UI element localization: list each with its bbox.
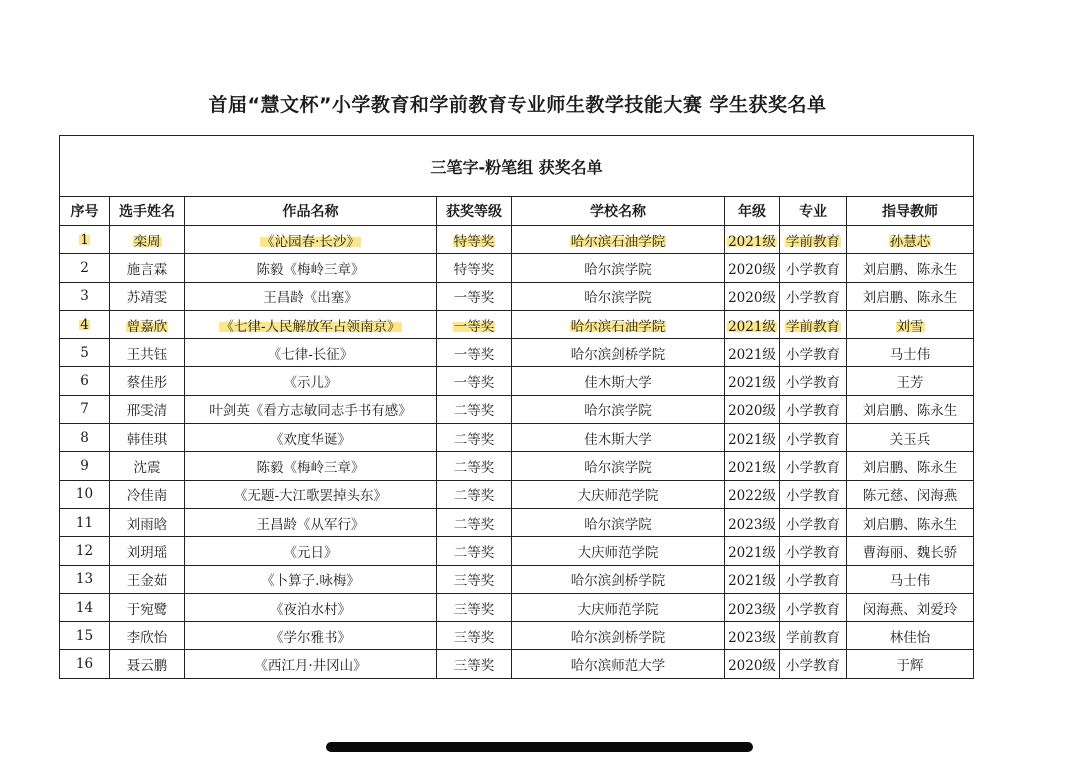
cell-school bbox=[512, 424, 725, 452]
cell-major-text: 小学教育 bbox=[786, 346, 840, 363]
cell-teacher-text: 刘启鹏、陈永生 bbox=[862, 460, 958, 477]
cell-grade-text: 2021级 bbox=[728, 544, 776, 561]
cell-school bbox=[512, 508, 725, 536]
cell-major bbox=[780, 565, 847, 593]
cell-work bbox=[185, 593, 437, 621]
column-header-no: 序号 bbox=[60, 197, 110, 226]
cell-work-text: 《西江月·井冈山》 bbox=[254, 658, 367, 675]
cell-level-text: 一等奖 bbox=[453, 290, 495, 307]
cell-teacher-text: 闵海燕、刘爱玲 bbox=[862, 601, 958, 618]
cell-name-text: 韩佳琪 bbox=[126, 431, 168, 448]
cell-level-text: 特等奖 bbox=[453, 261, 495, 278]
table-row bbox=[60, 622, 974, 650]
cell-work bbox=[185, 226, 437, 254]
cell-no bbox=[60, 424, 110, 452]
cell-level-text: 特等奖 bbox=[453, 233, 495, 250]
cell-grade bbox=[725, 650, 780, 678]
cell-teacher bbox=[847, 650, 974, 678]
cell-work-text: 《元日》 bbox=[283, 544, 338, 561]
cell-work-text: 陈毅《梅岭三章》 bbox=[256, 460, 365, 477]
cell-level bbox=[437, 452, 512, 480]
cell-teacher-text: 马士伟 bbox=[889, 346, 931, 363]
cell-work bbox=[185, 537, 437, 565]
cell-no bbox=[60, 452, 110, 480]
cell-school bbox=[512, 226, 725, 254]
cell-work bbox=[185, 480, 437, 508]
cell-school-text: 佳木斯大学 bbox=[584, 375, 652, 392]
cell-level bbox=[437, 367, 512, 395]
cell-major bbox=[780, 395, 847, 423]
cell-grade bbox=[725, 226, 780, 254]
cell-no bbox=[60, 367, 110, 395]
cell-level bbox=[437, 339, 512, 367]
cell-name-text: 刘雨晗 bbox=[126, 516, 168, 533]
cell-school-text: 佳木斯大学 bbox=[584, 431, 652, 448]
cell-major-text: 小学教育 bbox=[786, 290, 840, 307]
cell-name bbox=[110, 254, 185, 282]
cell-name bbox=[110, 650, 185, 678]
column-header-level: 获奖等级 bbox=[437, 197, 512, 226]
cell-major-text: 小学教育 bbox=[786, 544, 840, 561]
cell-major bbox=[780, 508, 847, 536]
cell-name bbox=[110, 226, 185, 254]
cell-major-text: 小学教育 bbox=[786, 431, 840, 448]
cell-school bbox=[512, 537, 725, 565]
cell-grade-text: 2021级 bbox=[728, 375, 776, 392]
cell-no-text: 3 bbox=[80, 288, 89, 305]
table-header-row bbox=[60, 197, 974, 226]
cell-teacher bbox=[847, 226, 974, 254]
cell-major bbox=[780, 367, 847, 395]
cell-level bbox=[437, 537, 512, 565]
column-header-name: 选手姓名 bbox=[110, 197, 185, 226]
cell-work bbox=[185, 395, 437, 423]
cell-level-text: 三等奖 bbox=[453, 573, 495, 590]
cell-level bbox=[437, 480, 512, 508]
cell-grade bbox=[725, 367, 780, 395]
cell-no-text: 2 bbox=[80, 259, 89, 276]
cell-work bbox=[185, 339, 437, 367]
cell-major bbox=[780, 480, 847, 508]
cell-grade bbox=[725, 282, 780, 310]
cell-no bbox=[60, 480, 110, 508]
cell-no-text: 7 bbox=[80, 401, 89, 418]
cell-teacher bbox=[847, 282, 974, 310]
cell-grade-text: 2020级 bbox=[728, 290, 776, 307]
cell-no-text: 12 bbox=[75, 542, 94, 559]
cell-level-text: 二等奖 bbox=[453, 544, 495, 561]
table-row bbox=[60, 395, 974, 423]
cell-work bbox=[185, 282, 437, 310]
cell-major bbox=[780, 452, 847, 480]
cell-teacher-text: 刘雪 bbox=[896, 318, 924, 335]
cell-grade bbox=[725, 452, 780, 480]
table-row bbox=[60, 254, 974, 282]
cell-teacher-text: 陈元慈、闵海燕 bbox=[862, 488, 958, 505]
table-row bbox=[60, 424, 974, 452]
cell-teacher bbox=[847, 452, 974, 480]
cell-work bbox=[185, 622, 437, 650]
cell-name bbox=[110, 282, 185, 310]
cell-teacher bbox=[847, 310, 974, 338]
cell-name-text: 王金茹 bbox=[126, 573, 168, 590]
cell-work-text: 王昌龄《出塞》 bbox=[263, 290, 358, 307]
cell-name-text: 李欣怡 bbox=[126, 629, 168, 646]
section-title-row bbox=[60, 136, 974, 197]
cell-school-text: 哈尔滨剑桥学院 bbox=[570, 629, 666, 646]
cell-name-text: 蔡佳彤 bbox=[126, 375, 168, 392]
cell-work-text: 《夜泊水村》 bbox=[270, 601, 351, 618]
cell-grade-text: 2023级 bbox=[728, 516, 776, 533]
cell-grade-text: 2023级 bbox=[728, 629, 776, 646]
cell-teacher bbox=[847, 395, 974, 423]
cell-school-text: 哈尔滨学院 bbox=[584, 403, 652, 420]
cell-work bbox=[185, 310, 437, 338]
cell-work bbox=[185, 508, 437, 536]
cell-major-text: 学前教育 bbox=[786, 318, 840, 335]
table-row bbox=[60, 310, 974, 338]
cell-teacher bbox=[847, 339, 974, 367]
cell-no bbox=[60, 282, 110, 310]
cell-school bbox=[512, 593, 725, 621]
cell-no-text: 11 bbox=[75, 514, 94, 531]
cell-major-text: 小学教育 bbox=[786, 261, 840, 278]
table-row bbox=[60, 226, 974, 254]
cell-name bbox=[110, 565, 185, 593]
cell-work-text: 《卜算子.咏梅》 bbox=[261, 573, 360, 590]
cell-major bbox=[780, 339, 847, 367]
cell-teacher-text: 刘启鹏、陈永生 bbox=[862, 261, 958, 278]
cell-level bbox=[437, 254, 512, 282]
cell-school-text: 大庆师范学院 bbox=[577, 601, 659, 618]
cell-work bbox=[185, 367, 437, 395]
cell-level-text: 二等奖 bbox=[453, 403, 495, 420]
cell-no-text: 13 bbox=[75, 571, 94, 588]
cell-level bbox=[437, 424, 512, 452]
cell-school bbox=[512, 310, 725, 338]
cell-no bbox=[60, 226, 110, 254]
cell-teacher bbox=[847, 367, 974, 395]
cell-teacher-text: 刘启鹏、陈永生 bbox=[862, 290, 958, 307]
cell-work-text: 《欢度华诞》 bbox=[270, 431, 351, 448]
cell-level-text: 一等奖 bbox=[453, 318, 495, 335]
cell-name-text: 邢雯清 bbox=[126, 403, 168, 420]
award-table bbox=[59, 135, 974, 679]
cell-school bbox=[512, 367, 725, 395]
column-header-teacher: 指导教师 bbox=[847, 197, 974, 226]
table-row bbox=[60, 650, 974, 678]
cell-school bbox=[512, 480, 725, 508]
column-header-grade: 年级 bbox=[725, 197, 780, 226]
cell-major bbox=[780, 537, 847, 565]
cell-teacher-text: 孙慧芯 bbox=[889, 233, 931, 250]
cell-level bbox=[437, 395, 512, 423]
cell-teacher-text: 曹海丽、魏长骄 bbox=[862, 544, 958, 561]
cell-school-text: 哈尔滨学院 bbox=[584, 261, 652, 278]
cell-name-text: 苏靖雯 bbox=[126, 290, 168, 307]
cell-school-text: 大庆师范学院 bbox=[577, 544, 659, 561]
table-row bbox=[60, 480, 974, 508]
cell-name bbox=[110, 480, 185, 508]
cell-grade-text: 2020级 bbox=[728, 658, 776, 675]
cell-teacher-text: 于辉 bbox=[896, 658, 924, 675]
cell-no bbox=[60, 537, 110, 565]
table-body bbox=[60, 226, 974, 679]
cell-work bbox=[185, 254, 437, 282]
cell-no-text: 5 bbox=[80, 344, 89, 361]
page-title: 首届“慧文杯”小学教育和学前教育专业师生教学技能大赛 学生获奖名单 bbox=[208, 94, 827, 116]
cell-no bbox=[60, 593, 110, 621]
cell-school-text: 大庆师范学院 bbox=[577, 488, 659, 505]
cell-no bbox=[60, 508, 110, 536]
cell-no bbox=[60, 339, 110, 367]
cell-grade bbox=[725, 310, 780, 338]
cell-level-text: 三等奖 bbox=[453, 658, 495, 675]
cell-grade-text: 2021级 bbox=[728, 318, 776, 335]
cell-school-text: 哈尔滨师范大学 bbox=[570, 658, 666, 675]
cell-school-text: 哈尔滨剑桥学院 bbox=[570, 346, 666, 363]
cell-teacher-text: 王芳 bbox=[896, 375, 924, 392]
cell-school-text: 哈尔滨石油学院 bbox=[570, 318, 666, 335]
table-row bbox=[60, 565, 974, 593]
home-indicator[interactable] bbox=[326, 742, 753, 752]
cell-no bbox=[60, 310, 110, 338]
cell-grade bbox=[725, 339, 780, 367]
cell-name bbox=[110, 310, 185, 338]
cell-level bbox=[437, 593, 512, 621]
column-header-school: 学校名称 bbox=[512, 197, 725, 226]
cell-major-text: 小学教育 bbox=[786, 658, 840, 675]
cell-no-text: 6 bbox=[80, 373, 89, 390]
cell-no-text: 16 bbox=[75, 656, 94, 673]
cell-level-text: 二等奖 bbox=[453, 460, 495, 477]
cell-major-text: 小学教育 bbox=[786, 488, 840, 505]
cell-work-text: 《学尔雅书》 bbox=[270, 629, 351, 646]
cell-major bbox=[780, 622, 847, 650]
cell-name-text: 栾周 bbox=[133, 233, 161, 250]
cell-major-text: 学前教育 bbox=[786, 629, 840, 646]
cell-grade bbox=[725, 508, 780, 536]
cell-major-text: 小学教育 bbox=[786, 375, 840, 392]
cell-level bbox=[437, 565, 512, 593]
column-header-major: 专业 bbox=[780, 197, 847, 226]
cell-teacher-text: 刘启鹏、陈永生 bbox=[862, 403, 958, 420]
cell-grade bbox=[725, 622, 780, 650]
cell-grade bbox=[725, 565, 780, 593]
cell-work-text: 王昌龄《从军行》 bbox=[256, 516, 365, 533]
cell-level bbox=[437, 508, 512, 536]
cell-name-text: 王共钰 bbox=[126, 346, 168, 363]
cell-major bbox=[780, 226, 847, 254]
cell-school bbox=[512, 622, 725, 650]
cell-school-text: 哈尔滨石油学院 bbox=[570, 233, 666, 250]
cell-work-text: 叶剑英《看方志敏同志手书有感》 bbox=[209, 403, 412, 420]
cell-major-text: 小学教育 bbox=[786, 601, 840, 618]
cell-grade-text: 2020级 bbox=[728, 261, 776, 278]
cell-major bbox=[780, 310, 847, 338]
cell-teacher-text: 关玉兵 bbox=[889, 431, 931, 448]
cell-no bbox=[60, 395, 110, 423]
cell-work bbox=[185, 424, 437, 452]
cell-work-text: 《无题-大江歌罢掉头东》 bbox=[233, 488, 388, 505]
cell-name bbox=[110, 537, 185, 565]
cell-level bbox=[437, 282, 512, 310]
cell-school-text: 哈尔滨学院 bbox=[584, 460, 652, 477]
cell-no-text: 1 bbox=[80, 231, 89, 248]
award-table-container bbox=[59, 135, 973, 679]
cell-level-text: 三等奖 bbox=[453, 601, 495, 618]
cell-major bbox=[780, 282, 847, 310]
cell-teacher bbox=[847, 254, 974, 282]
table-row bbox=[60, 367, 974, 395]
cell-grade bbox=[725, 593, 780, 621]
cell-no bbox=[60, 565, 110, 593]
cell-teacher bbox=[847, 593, 974, 621]
cell-major bbox=[780, 424, 847, 452]
cell-level bbox=[437, 226, 512, 254]
cell-teacher bbox=[847, 508, 974, 536]
cell-no-text: 10 bbox=[75, 486, 94, 503]
cell-level bbox=[437, 650, 512, 678]
cell-grade bbox=[725, 424, 780, 452]
cell-name bbox=[110, 424, 185, 452]
cell-no-text: 8 bbox=[80, 429, 89, 446]
cell-grade bbox=[725, 480, 780, 508]
cell-grade-text: 2023级 bbox=[728, 601, 776, 618]
cell-level bbox=[437, 622, 512, 650]
cell-major-text: 学前教育 bbox=[786, 233, 840, 250]
cell-school bbox=[512, 650, 725, 678]
cell-work bbox=[185, 565, 437, 593]
cell-school-text: 哈尔滨学院 bbox=[584, 290, 652, 307]
cell-major-text: 小学教育 bbox=[786, 573, 840, 590]
table-row bbox=[60, 339, 974, 367]
cell-major bbox=[780, 650, 847, 678]
cell-name bbox=[110, 593, 185, 621]
cell-no-text: 4 bbox=[80, 316, 89, 333]
cell-major bbox=[780, 593, 847, 621]
table-row bbox=[60, 282, 974, 310]
cell-teacher-text: 马士伟 bbox=[889, 573, 931, 590]
cell-level-text: 一等奖 bbox=[453, 346, 495, 363]
cell-work-text: 陈毅《梅岭三章》 bbox=[256, 261, 365, 278]
cell-name-text: 聂云鹏 bbox=[126, 658, 168, 675]
cell-major-text: 小学教育 bbox=[786, 460, 840, 477]
cell-no bbox=[60, 650, 110, 678]
cell-level-text: 二等奖 bbox=[453, 516, 495, 533]
cell-school bbox=[512, 282, 725, 310]
cell-name bbox=[110, 339, 185, 367]
cell-school bbox=[512, 254, 725, 282]
cell-name bbox=[110, 395, 185, 423]
cell-name-text: 曾嘉欣 bbox=[126, 318, 168, 335]
cell-name-text: 刘玥瑶 bbox=[126, 544, 168, 561]
cell-name-text: 于宛鹭 bbox=[126, 601, 168, 618]
cell-no-text: 15 bbox=[75, 627, 94, 644]
cell-grade-text: 2021级 bbox=[728, 233, 776, 250]
section-title: 三笔字-粉笔组 获奖名单 bbox=[60, 136, 974, 197]
cell-name bbox=[110, 367, 185, 395]
cell-work-text: 《七律-长征》 bbox=[267, 346, 354, 363]
cell-major-text: 小学教育 bbox=[786, 516, 840, 533]
cell-school-text: 哈尔滨学院 bbox=[584, 516, 652, 533]
cell-no bbox=[60, 254, 110, 282]
cell-grade bbox=[725, 537, 780, 565]
cell-name bbox=[110, 452, 185, 480]
cell-name-text: 沈震 bbox=[133, 460, 161, 477]
cell-name-text: 冷佳南 bbox=[126, 488, 168, 505]
cell-grade-text: 2021级 bbox=[728, 573, 776, 590]
table-row bbox=[60, 452, 974, 480]
cell-teacher bbox=[847, 565, 974, 593]
cell-grade-text: 2021级 bbox=[728, 431, 776, 448]
cell-school bbox=[512, 395, 725, 423]
cell-name bbox=[110, 508, 185, 536]
cell-grade-text: 2020级 bbox=[728, 403, 776, 420]
cell-work-text: 《七律-人民解放军占领南京》 bbox=[220, 318, 401, 335]
table-row bbox=[60, 537, 974, 565]
cell-teacher-text: 林佳怡 bbox=[889, 629, 931, 646]
cell-school bbox=[512, 339, 725, 367]
cell-grade-text: 2021级 bbox=[728, 346, 776, 363]
cell-school bbox=[512, 452, 725, 480]
cell-no-text: 14 bbox=[75, 599, 94, 616]
cell-work bbox=[185, 650, 437, 678]
cell-work bbox=[185, 452, 437, 480]
cell-teacher-text: 刘启鹏、陈永生 bbox=[862, 516, 958, 533]
cell-teacher bbox=[847, 480, 974, 508]
cell-major-text: 小学教育 bbox=[786, 403, 840, 420]
cell-school-text: 哈尔滨剑桥学院 bbox=[570, 573, 666, 590]
cell-teacher bbox=[847, 537, 974, 565]
cell-grade-text: 2021级 bbox=[728, 460, 776, 477]
cell-no bbox=[60, 622, 110, 650]
column-header-work: 作品名称 bbox=[185, 197, 437, 226]
cell-major bbox=[780, 254, 847, 282]
cell-school bbox=[512, 565, 725, 593]
cell-level-text: 二等奖 bbox=[453, 488, 495, 505]
cell-level-text: 三等奖 bbox=[453, 629, 495, 646]
cell-teacher bbox=[847, 622, 974, 650]
cell-work-text: 《示儿》 bbox=[283, 375, 338, 392]
cell-teacher bbox=[847, 424, 974, 452]
cell-level-text: 一等奖 bbox=[453, 375, 495, 392]
cell-grade-text: 2022级 bbox=[728, 488, 776, 505]
cell-grade bbox=[725, 254, 780, 282]
cell-grade bbox=[725, 395, 780, 423]
cell-level bbox=[437, 310, 512, 338]
cell-name-text: 施言霖 bbox=[126, 261, 168, 278]
table-row bbox=[60, 508, 974, 536]
cell-no-text: 9 bbox=[80, 458, 89, 475]
cell-work-text: 《沁园春·长沙》 bbox=[261, 233, 360, 250]
cell-level-text: 二等奖 bbox=[453, 431, 495, 448]
table-row bbox=[60, 593, 974, 621]
cell-name bbox=[110, 622, 185, 650]
